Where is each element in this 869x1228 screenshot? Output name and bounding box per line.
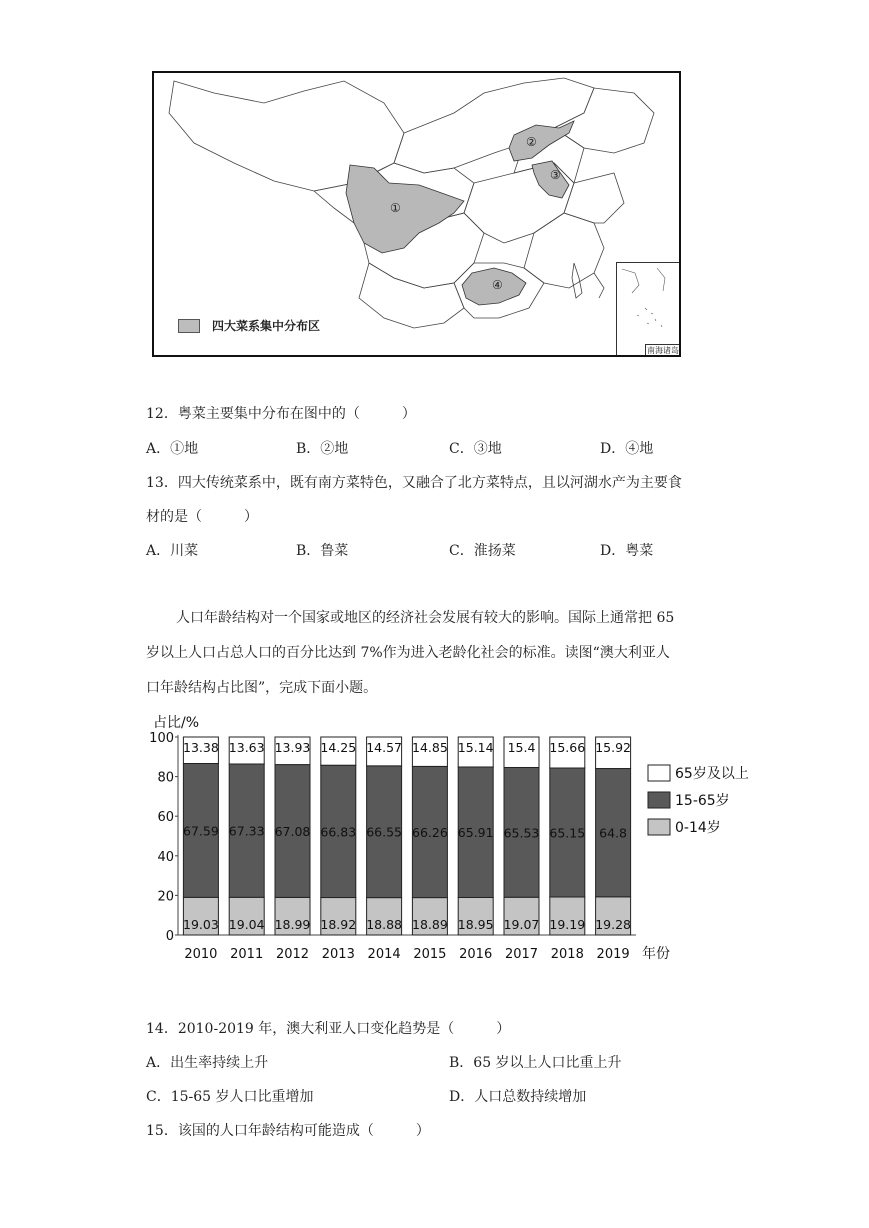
legend-label: 0-14岁 (675, 820, 721, 836)
data-label: 14.25 (320, 740, 357, 755)
region-label-3: ③ (550, 168, 561, 182)
option-14-a[interactable]: A．出生率持续上升 (146, 1055, 269, 1071)
y-tick-label: 20 (157, 889, 174, 905)
map-boundaries (154, 73, 679, 355)
data-label: 66.26 (412, 825, 448, 841)
data-label: 13.63 (228, 740, 265, 755)
y-tick-label: 100 (149, 731, 174, 746)
question-stem-line1: 四大传统菜系中，既有南方菜特色，又融合了北方菜特点，且以河湖水产为主要食 (177, 475, 682, 491)
question-stem: 2010-2019 年，澳大利亚人口变化趋势是（ ） (177, 1021, 511, 1037)
x-tick-label: 2014 (367, 947, 401, 962)
y-tick-label: 40 (157, 849, 174, 865)
y-tick-label: 80 (157, 770, 174, 786)
data-label: 14.85 (412, 740, 448, 755)
question-14 (146, 1018, 510, 1038)
inset-label: 南海诸岛 (647, 346, 679, 355)
question-number: 15． (146, 1123, 178, 1139)
legend-swatch (648, 792, 670, 808)
y-axis-label: 占比/% (153, 715, 200, 731)
data-label: 18.99 (274, 917, 311, 932)
data-label: 65.91 (457, 825, 494, 841)
x-tick-label: 2017 (504, 947, 539, 962)
data-label: 66.83 (320, 824, 357, 840)
passage-line2: 岁以上人口占总人口的百分比达到 7%作为进入老龄化社会的标准。读图“澳大利亚人 (146, 645, 670, 661)
inset-islands (617, 263, 680, 343)
data-label: 19.04 (228, 917, 265, 932)
legend-label: 65岁及以上 (675, 766, 749, 782)
y-tick-label: 60 (157, 810, 174, 826)
data-label: 65.15 (549, 825, 586, 841)
option-14-d[interactable]: D．人口总数持续增加 (449, 1089, 587, 1105)
legend-label: 四大菜系集中分布区 (212, 319, 321, 333)
question-stem: 粤菜主要集中分布在图中的（ ） (177, 406, 416, 422)
legend-swatch (178, 319, 200, 333)
y-tick-label: 0 (165, 929, 174, 944)
x-tick-label: 2010 (184, 947, 218, 962)
option-14-c[interactable]: C．15-65 岁人口比重增加 (146, 1089, 314, 1105)
china-cuisine-map (152, 71, 681, 357)
legend-label: 15-65岁 (675, 793, 730, 809)
x-tick-label: 2013 (321, 947, 355, 962)
data-label: 67.08 (274, 823, 311, 839)
data-label: 19.19 (549, 917, 586, 932)
data-label: 15.92 (595, 740, 631, 755)
data-label: 19.03 (183, 917, 219, 932)
x-axis-label: 年份 (642, 946, 670, 962)
option-13-c[interactable]: C．淮扬菜 (449, 543, 516, 559)
question-12 (146, 403, 416, 423)
passage-line3: 口年龄结构占比图”，完成下面小题。 (146, 680, 378, 696)
data-label: 19.07 (503, 917, 540, 932)
data-label: 67.33 (228, 823, 265, 839)
data-label: 13.38 (183, 740, 219, 755)
x-tick-label: 2016 (459, 947, 493, 962)
data-label: 14.57 (366, 740, 402, 755)
option-14-b[interactable]: B．65 岁以上人口比重上升 (449, 1055, 622, 1071)
region-label-1: ① (390, 201, 401, 215)
question-number: 14． (146, 1021, 178, 1037)
data-label: 64.8 (599, 825, 628, 841)
data-label: 18.95 (457, 917, 494, 932)
x-tick-label: 2011 (230, 947, 264, 962)
option-12-c[interactable]: C．③地 (449, 441, 502, 457)
option-12-a[interactable]: A．①地 (146, 441, 199, 457)
question-number: 13． (146, 475, 178, 491)
legend-swatch (648, 819, 670, 835)
region-label-4: ④ (492, 278, 503, 292)
question-stem: 该国的人口年龄结构可能造成（ ） (177, 1123, 430, 1139)
data-label: 15.14 (457, 740, 494, 755)
option-13-d[interactable]: D．粤菜 (600, 543, 654, 559)
question-13-cont: 材的是（ ） (146, 509, 258, 525)
x-tick-label: 2015 (413, 947, 447, 962)
data-label: 67.59 (183, 823, 219, 839)
age-structure-chart (148, 710, 768, 970)
option-13-b[interactable]: B．鲁菜 (296, 543, 349, 559)
question-number: 12． (146, 406, 178, 422)
chart-svg (148, 710, 768, 970)
x-tick-label: 2012 (275, 947, 310, 962)
question-15 (146, 1120, 430, 1140)
x-tick-label: 2019 (596, 947, 630, 962)
legend-swatch (648, 765, 670, 781)
region-2-shandong (509, 121, 574, 161)
question-13 (146, 472, 682, 492)
data-label: 13.93 (274, 740, 311, 755)
option-12-b[interactable]: B．②地 (296, 441, 349, 457)
south-china-sea-inset (616, 262, 681, 357)
data-label: 19.28 (595, 917, 631, 932)
region-label-2: ② (526, 135, 537, 149)
data-label: 15.4 (507, 740, 536, 755)
option-13-a[interactable]: A．川菜 (146, 543, 199, 559)
passage-line1: 人口年龄结构对一个国家或地区的经济社会发展有较大的影响。国际上通常把 65 (176, 610, 675, 626)
option-12-d[interactable]: D．④地 (600, 441, 654, 457)
data-label: 65.53 (503, 825, 540, 841)
region-1-sichuan (346, 165, 464, 253)
data-label: 18.88 (366, 917, 402, 932)
data-label: 66.55 (366, 824, 402, 840)
data-label: 18.89 (412, 917, 448, 932)
x-tick-label: 2018 (550, 947, 584, 962)
data-label: 15.66 (549, 740, 586, 755)
data-label: 18.92 (320, 917, 357, 932)
